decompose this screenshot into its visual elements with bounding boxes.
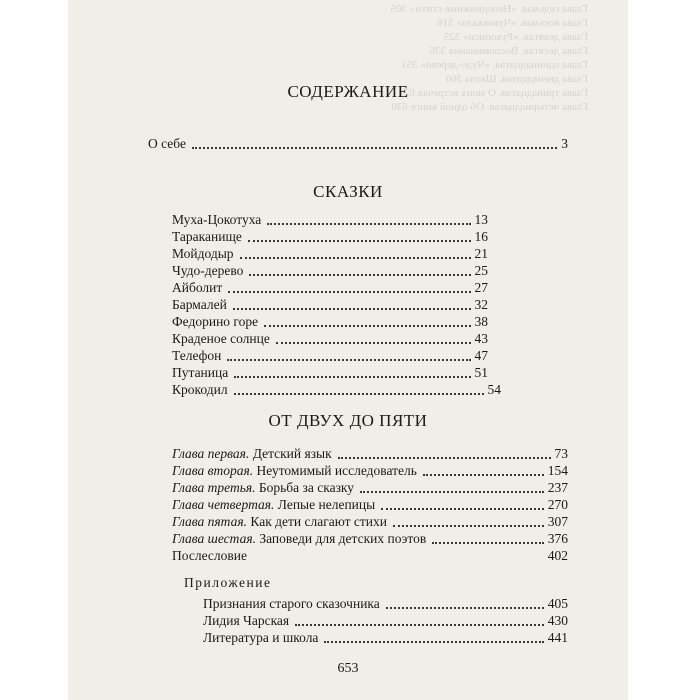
toc-entry-page: 43 xyxy=(474,331,488,346)
toc-entry-title: Лидия Чарская xyxy=(203,613,290,628)
ghost-line: Глава одиннадцатая. «Чудо-дерево» 351 xyxy=(401,59,588,71)
toc-entry-page: 27 xyxy=(474,280,488,295)
contents-heading: СОДЕРЖАНИЕ xyxy=(287,82,409,101)
leader-dots xyxy=(248,239,471,242)
toc-entry-title: Муха-Цокотуха xyxy=(172,212,262,227)
toc-entry-tale xyxy=(172,246,488,262)
chapter-label: Глава третья. xyxy=(172,480,256,495)
toc-entry-title: Чудо-дерево xyxy=(172,263,244,278)
ghost-line: Глава десятая. Воспоминания 336 xyxy=(429,45,588,57)
toc-entry-title: О себе xyxy=(148,136,186,151)
toc-entry-about-self xyxy=(148,136,568,152)
chapter-label: Глава четвертая. xyxy=(172,497,275,512)
leader-dots xyxy=(228,290,470,293)
leader-dots xyxy=(249,273,470,276)
toc-entry-title: Послесловие xyxy=(172,548,247,563)
book-heading: ОТ ДВУХ ДО ПЯТИ xyxy=(268,411,428,430)
toc-entry-appendix xyxy=(203,613,568,629)
leader-dots xyxy=(432,541,543,544)
leader-dots xyxy=(386,606,544,609)
toc-entry-chapter xyxy=(172,463,568,479)
toc-entry-page: 73 xyxy=(554,446,568,461)
chapter-title: Лепые нелепицы xyxy=(277,497,376,512)
leader-dots xyxy=(360,490,544,493)
toc-entry-page: 21 xyxy=(474,246,488,261)
toc-entry-page: 25 xyxy=(474,263,488,278)
toc-entry-appendix xyxy=(203,630,568,646)
leader-dots xyxy=(393,524,544,527)
toc-entry-page: 3 xyxy=(561,136,568,151)
toc-entry-title: Тараканище xyxy=(172,229,242,244)
toc-entry-title xyxy=(172,446,332,462)
toc-entry-tale xyxy=(172,263,488,279)
toc-entry-chapter xyxy=(172,446,568,462)
book-page xyxy=(68,0,628,700)
leader-dots xyxy=(233,307,471,310)
toc-entry-title: Крокодил xyxy=(172,382,228,397)
toc-entry-page: 51 xyxy=(474,365,488,380)
leader-dots xyxy=(227,358,470,361)
leader-dots xyxy=(338,456,551,459)
chapter-title: Детский язык xyxy=(252,446,332,461)
toc-entry-chapter xyxy=(172,497,568,513)
leader-dots xyxy=(423,473,544,476)
ghost-line: Глава девятая. «Рукописи» 325 xyxy=(443,31,588,43)
leader-dots xyxy=(192,146,557,149)
tales-heading: СКАЗКИ xyxy=(313,182,383,201)
toc-entry-title xyxy=(172,497,375,513)
toc-entry-title xyxy=(172,514,387,530)
ghost-line: Глава восьмая. «Чукоккала» 316 xyxy=(437,17,588,29)
toc-entry-tale xyxy=(172,331,488,347)
toc-entry-tale xyxy=(172,348,488,364)
appendix-heading: Приложение xyxy=(184,575,272,590)
toc-entry-page: 16 xyxy=(474,229,488,244)
toc-entry-title xyxy=(172,463,417,479)
toc-entry-afterword xyxy=(172,548,568,564)
toc-entry-title: Телефон xyxy=(172,348,222,363)
toc-entry-page: 38 xyxy=(474,314,488,329)
toc-entry-page: 376 xyxy=(547,531,568,546)
toc-entry-page: 270 xyxy=(547,497,568,512)
toc-entry-title xyxy=(172,480,354,496)
toc-entry-page: 430 xyxy=(547,613,568,628)
toc-entry-title: Признания старого сказочника xyxy=(203,596,380,611)
toc-entry-tale xyxy=(172,280,488,296)
toc-entry-title: Федорино горе xyxy=(172,314,259,329)
toc-entry-chapter xyxy=(172,514,568,530)
toc-entry-tale xyxy=(172,314,488,330)
leader-dots xyxy=(267,222,470,225)
leader-dots xyxy=(264,324,470,327)
page-number: 653 xyxy=(337,661,359,676)
toc-entry-title: Литература и школа xyxy=(203,630,319,645)
toc-entry-page: 13 xyxy=(474,212,488,227)
toc-entry-title: Путаница xyxy=(172,365,229,380)
toc-entry-appendix xyxy=(203,596,568,612)
chapter-title: Борьба за сказку xyxy=(258,480,355,495)
ghost-line: Глава двенадцатая. Школа 360 xyxy=(445,73,588,85)
chapter-title: Заповеди для детских поэтов xyxy=(259,531,427,546)
chapter-label: Глава шестая. xyxy=(172,531,256,546)
chapter-title: Неутомимый исследователь xyxy=(256,463,417,478)
leader-dots xyxy=(240,256,471,259)
ghost-line: Глава седьмая. «Неподвижные стихи» 305 xyxy=(390,3,588,15)
toc-entry-page: 441 xyxy=(547,630,568,645)
toc-entry-tale xyxy=(172,212,488,228)
toc-entry-page: 32 xyxy=(474,297,488,312)
toc-entry-chapter xyxy=(172,531,568,547)
ghost-line: Глава тринадцатая. О моих встречах 621 xyxy=(398,87,588,99)
toc-entry-title: Бармалей xyxy=(172,297,227,312)
toc-entry-title: Мойдодыр xyxy=(172,246,234,261)
toc-entry-page: 54 xyxy=(487,382,501,397)
chapter-label: Глава пятая. xyxy=(172,514,247,529)
toc-entry-title xyxy=(172,531,426,547)
toc-entry-page: 47 xyxy=(474,348,488,363)
leader-dots xyxy=(276,341,471,344)
toc-entry-page: 154 xyxy=(547,463,568,478)
leader-dots xyxy=(234,392,484,395)
toc-entry-page: 237 xyxy=(547,480,568,495)
leader-dots xyxy=(295,623,544,626)
leader-dots xyxy=(381,507,544,510)
toc-entry-page: 405 xyxy=(547,596,568,611)
toc-entry-page: 402 xyxy=(547,548,568,563)
toc-entry-tale xyxy=(172,382,501,398)
toc-entry-tale xyxy=(172,229,488,245)
chapter-label: Глава вторая. xyxy=(172,463,254,478)
leader-dots xyxy=(324,640,543,643)
ghost-line: Глава четырнадцатая. Об одной книге 630 xyxy=(391,101,588,113)
toc-entry-chapter xyxy=(172,480,568,496)
toc-entry-title: Айболит xyxy=(172,280,223,295)
chapter-title: Как дети слагают стихи xyxy=(250,514,388,529)
toc-entry-page: 307 xyxy=(547,514,568,529)
leader-dots xyxy=(234,375,470,378)
chapter-label: Глава первая. xyxy=(172,446,250,461)
toc-entry-title: Краденое солнце xyxy=(172,331,270,346)
toc-entry-tale xyxy=(172,365,488,381)
toc-entry-tale xyxy=(172,297,488,313)
